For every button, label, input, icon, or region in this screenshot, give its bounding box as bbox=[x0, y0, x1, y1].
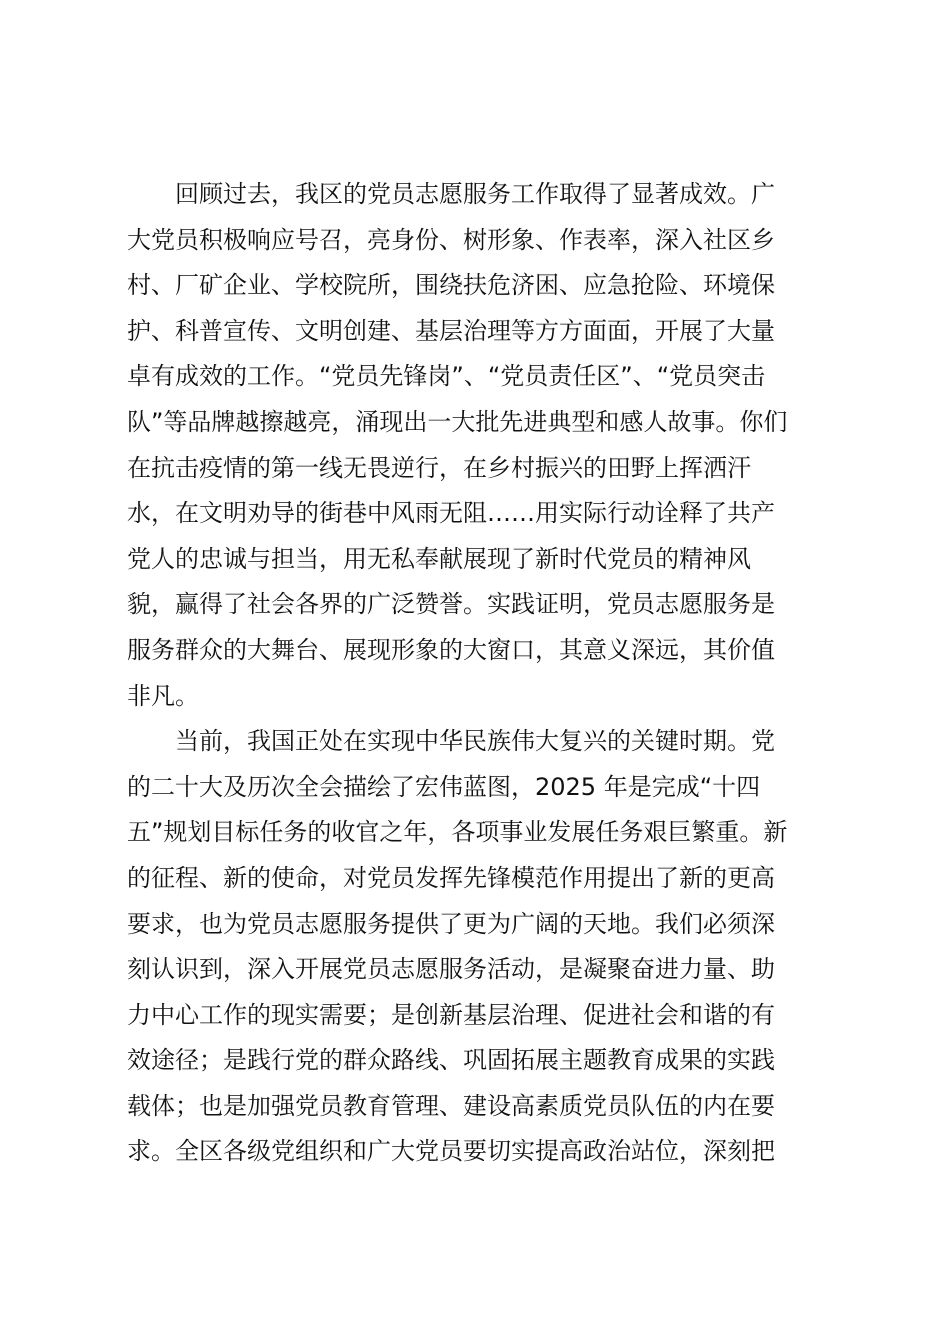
text-line: 水，在文明劝导的街巷中风雨无阻……用实际行动诠释了共产 bbox=[127, 499, 775, 528]
text-line: 护、科普宣传、文明创建、基层治理等方方面面，开展了大量 bbox=[127, 316, 775, 345]
text-line: 党人的忠诚与担当，用无私奉献展现了新时代党员的精神风 bbox=[127, 544, 751, 573]
text-line: 服务群众的大舞台、展现形象的大窗口，其意义深远，其价值 bbox=[127, 635, 775, 664]
text-line: 的二十大及历次全会描绘了宏伟蓝图，2025 年是完成“十四 bbox=[127, 772, 761, 801]
document-body bbox=[127, 172, 827, 1175]
text-line: 刻认识到，深入开展党员志愿服务活动，是凝聚奋进力量、助 bbox=[127, 955, 775, 984]
text-line: 大党员积极响应号召，亮身份、树形象、作表率，深入社区乡 bbox=[127, 225, 775, 254]
paragraph-review-past bbox=[127, 172, 827, 719]
text-line: 在抗击疫情的第一线无畏逆行，在乡村振兴的田野上挥洒汗 bbox=[127, 453, 751, 482]
paragraph-current-period bbox=[127, 719, 827, 1175]
text-line: 效途径；是践行党的群众路线、巩固拓展主题教育成果的实践 bbox=[127, 1046, 775, 1075]
text-line: 貌，赢得了社会各界的广泛赞誉。实践证明，党员志愿服务是 bbox=[127, 590, 775, 619]
text-line: 回顾过去，我区的党员志愿服务工作取得了显著成效。广 bbox=[175, 180, 775, 208]
text-line: 卓有成效的工作。“党员先锋岗”、“党员责任区”、“党员突击 bbox=[127, 362, 766, 391]
text-line: 队”等品牌越擦越亮，涌现出一大批先进典型和感人故事。你们 bbox=[127, 407, 788, 436]
text-line: 当前，我国正处在实现中华民族伟大复兴的关键时期。党 bbox=[175, 727, 775, 756]
text-line: 载体；也是加强党员教育管理、建设高素质党员队伍的内在要 bbox=[127, 1091, 775, 1120]
text-line: 求。全区各级党组织和广大党员要切实提高政治站位，深刻把 bbox=[127, 1137, 775, 1166]
text-line: 五”规划目标任务的收官之年，各项事业发展任务艰巨繁重。新 bbox=[127, 818, 788, 847]
text-line: 力中心工作的现实需要；是创新基层治理、促进社会和谐的有 bbox=[127, 1000, 775, 1029]
text-line: 非凡。 bbox=[127, 681, 199, 710]
text-line: 村、厂矿企业、学校院所，围绕扶危济困、应急抢险、环境保 bbox=[127, 271, 775, 300]
text-line: 要求，也为党员志愿服务提供了更为广阔的天地。我们必须深 bbox=[127, 909, 775, 938]
text-line: 的征程、新的使命，对党员发挥先锋模范作用提出了新的更高 bbox=[127, 863, 775, 892]
